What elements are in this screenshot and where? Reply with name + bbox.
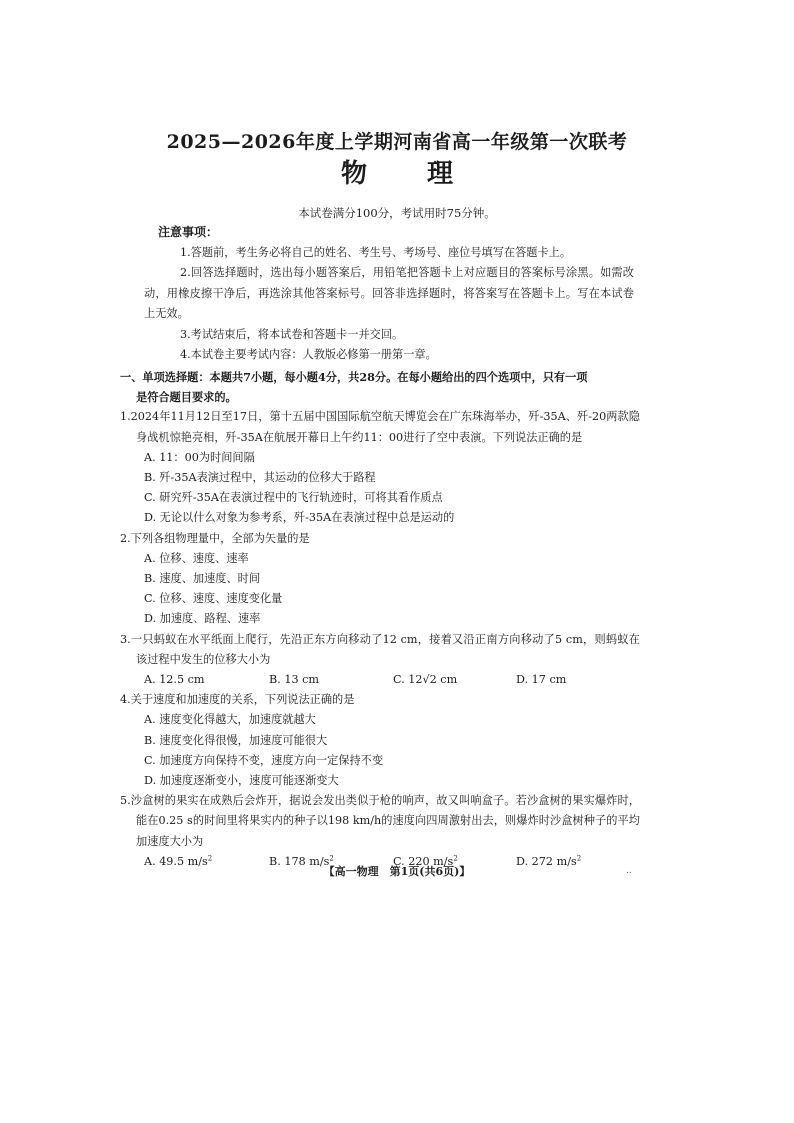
question-3-options: [120, 670, 640, 690]
question-5-option-c-sup: 2: [453, 854, 458, 863]
question-1-stem: 1.2024年11月12日至17日，第十五届中国国际航空航天博览会在广东珠海举办，歼-35A、歼-20两款隐身战机惊艳亮相，歼-35A在航展开幕日上午约11：00进行了空中表演。下列说法正确的是: [120, 410, 640, 444]
notes-heading: 注意事项：: [158, 225, 219, 239]
question-3-option-b: B. 13 cm: [269, 673, 319, 687]
question-5-option-b-sup: 2: [329, 854, 334, 863]
question-body: [120, 367, 640, 872]
question-3-option-a: A. 12.5 cm: [144, 673, 205, 687]
question-5-option-c-text: C. 220 m/s: [393, 854, 454, 868]
question-5-option-b-text: B. 178 m/s: [269, 854, 330, 868]
question-4-option-b: B. 速度变化得很慢，加速度可能很大: [144, 733, 328, 747]
question-2-option-b: B. 速度、加速度、时间: [144, 572, 261, 586]
section-heading-line2: 是符合题目要求的。: [136, 390, 237, 405]
question-5-option-a-text: A. 49.5 m/s: [144, 854, 208, 868]
question-5-option-a-sup: 2: [207, 854, 213, 863]
question-5-option-d-text: D. 272 m/s: [516, 854, 577, 868]
question-3-option-c: C. 12√2 cm: [393, 673, 458, 687]
question-3-stem: 3.一只蚂蚁在水平纸面上爬行，先沿正东方向移动了12 cm，接着又沿正南方向移动了5 cm，则蚂蚁在该过程中发生的位移大小为: [120, 632, 640, 666]
question-2-option-d: D. 加速度、路程、速率: [144, 612, 261, 626]
question-2-option-c: C. 位移、速度、速度变化量: [144, 592, 283, 606]
question-3-option-d: D. 17 cm: [516, 673, 567, 687]
question-4-option-d: D. 加速度逐渐变小，速度可能逐渐变大: [144, 774, 339, 788]
question-1-option-b: B. 歼-35A表演过程中，其运动的位移大于路程: [144, 471, 376, 485]
section-heading: [120, 367, 640, 407]
footer-code-mark: ..: [626, 866, 632, 876]
exam-title: 2025—2026年度上学期河南省高一年级第一次联考: [166, 131, 628, 153]
exam-info: 本试卷满分100分，考试用时75分钟。: [298, 206, 496, 220]
note-item-4: 4.本试卷主要考试内容：人教版必修第一册第一章。: [180, 348, 437, 361]
question-4-option-c: C. 加速度方向保持不变，速度方向一定保持不变: [144, 753, 384, 767]
question-5-option-d-sup: 2: [576, 854, 582, 863]
question-2-stem: 2.下列各组物理量中，全部为矢量的是: [120, 531, 310, 545]
note-item-2: 2.回答选择题时，选出每小题答案后，用铅笔把答题卡上对应题目的答案标号涂黑。如需改动，用橡皮擦干净后，再选涂其他答案标号。回答非选择题时，将答案写在答题卡上。写在本试卷上无效。: [144, 266, 634, 320]
question-2-option-a: A. 位移、速度、速率: [144, 551, 249, 565]
page-footer: 【高一物理 第1页(共6页)】: [323, 865, 471, 878]
notes-section: [144, 222, 634, 366]
section-heading-line1: 一、单项选择题：本题共7小题，每小题4分，共28分。在每小题给出的四个选项中，只有一项: [120, 370, 588, 384]
subject-title: 物理: [340, 159, 513, 189]
question-1-option-a: A. 11：00为时间间隔: [144, 450, 255, 464]
question-1-option-c: C. 研究歼-35A在表演过程中的飞行轨迹时，可将其看作质点: [144, 491, 443, 505]
note-item-1: 1.答题前，考生务必将自己的姓名、考生号、考场号、座位号填写在答题卡上。: [180, 245, 572, 259]
question-1-option-d: D. 无论以什么对象为参考系，歼-35A在表演过程中总是运动的: [144, 511, 455, 525]
question-4-option-a: A. 速度变化得越大，加速度就越大: [144, 713, 316, 727]
question-5-stem: 5.沙盒树的果实在成熟后会炸开，据说会发出类似于枪的响声，故又叫响盒子。若沙盒树的果实爆炸时，能在0.25 s的时间里将果实内的种子以198 km/h的速度向四周激射出去，则爆炸时沙盒树种子的平均加速度大小为: [120, 794, 640, 848]
question-4-stem: 4.关于速度和加速度的关系，下列说法正确的是: [120, 693, 355, 707]
note-item-3: 3.考试结束后，将本试卷和答题卡一并交回。: [180, 327, 404, 341]
